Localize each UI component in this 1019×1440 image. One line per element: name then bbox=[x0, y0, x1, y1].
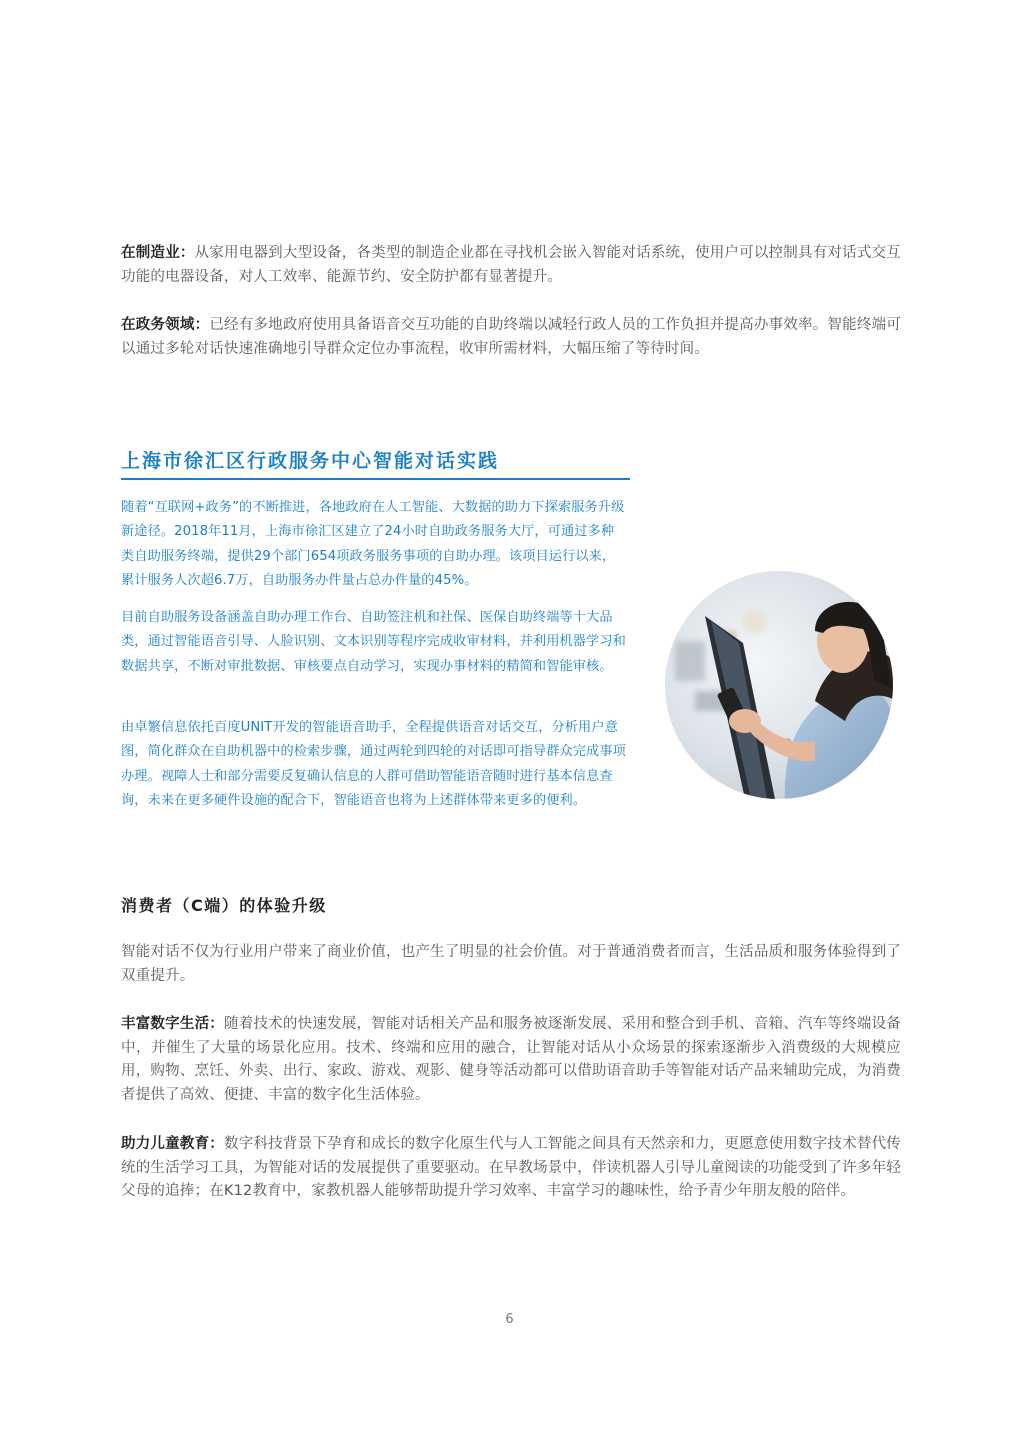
case-study-paragraph-1: 随着“互联网+政务”的不断推进，各地政府在人工智能、大数据的助力下探索服务升级新途径。2018年11月，上海市徐汇区建立了24小时自助政务服务大厅，可通过多种类自助服务终端，提供29个部门654项政务服务事项的自助办理。该项目运行以来，累计服务人次超6.7万，自助服务办件量占总办件量的45%。 bbox=[121, 500, 625, 588]
government-text: 已经有多地政府使用具备语音交互功能的自助终端以减轻行政人员的工作负担并提高办事效率。智能终端可以通过多轮对话快速准确地引导群众定位办事流程，收审所需材料，大幅压缩了等待时间。 bbox=[121, 317, 901, 357]
consumer-heading: 消费者（C端）的体验升级 bbox=[121, 896, 327, 915]
case-study-paragraph-2: 目前自助服务设备涵盖自助办理工作台、自助签注机和社保、医保自助终端等十大品类，通过智能语音引导、人脸识别、文本识别等程序完成收审材料，并利用机器学习和数据共享，不断对审批数据、审核要点自动学习，实现办事材料的精简和智能审核。 bbox=[121, 610, 626, 674]
manufacturing-paragraph bbox=[121, 242, 901, 289]
manufacturing-text: 从家用电器到大型设备，各类型的制造企业都在寻找机会嵌入智能对话系统，使用户可以控制具有对话式交互功能的电器设备，对人工效率、能源节约、安全防护都有显著提升。 bbox=[121, 245, 901, 285]
manufacturing-lead: 在制造业： bbox=[121, 245, 195, 261]
government-paragraph bbox=[121, 314, 901, 361]
case-study-title: 上海市徐汇区行政服务中心智能对话实践 bbox=[121, 448, 630, 480]
photo-illustration bbox=[665, 571, 893, 799]
digital-life-lead: 丰富数字生活： bbox=[121, 1016, 225, 1032]
child-education-paragraph bbox=[121, 1133, 901, 1204]
digital-life-text: 随着技术的快速发展，智能对话相关产品和服务被逐渐发展、采用和整合到手机、音箱、汽车等终端设备中，并催生了大量的场景化应用。技术、终端和应用的融合，让智能对话从小众场景的探索逐渐步入消费级的大规模应用，购物、烹饪、外卖、出行、家政、游戏、观影、健身等活动都可以借助语音助手等智能对话产品来辅助完成，为消费者提供了高效、便捷、丰富的数字化生活体验。 bbox=[121, 1016, 901, 1103]
digital-life-paragraph bbox=[121, 1013, 901, 1107]
case-study-paragraph-3: 由卓繁信息依托百度UNIT开发的智能语音助手，全程提供语音对话交互，分析用户意图，简化群众在自助机器中的检索步骤，通过两轮到四轮的对话即可指导群众完成事项办理。视障人士和部分需要反复确认信息的人群可借助智能语音随时进行基本信息查询，未来在更多硬件设施的配合下，智能语音也将为上述群体带来更多的便利。 bbox=[121, 720, 626, 808]
government-lead: 在政务领域： bbox=[121, 317, 210, 333]
child-education-lead: 助力儿童教育： bbox=[121, 1136, 225, 1152]
woman-using-smartphone-photo bbox=[665, 571, 893, 799]
consumer-intro: 智能对话不仅为行业用户带来了商业价值，也产生了明显的社会价值。对于普通消费者而言，生活品质和服务体验得到了双重提升。 bbox=[121, 944, 901, 984]
page-number: 6 bbox=[505, 1312, 514, 1327]
child-education-text: 数字科技背景下孕育和成长的数字化原生代与人工智能之间具有天然亲和力，更愿意使用数字技术替代传统的生活学习工具，为智能对话的发展提供了重要驱动。在早教场景中，伴读机器人引导儿童阅读的功能受到了许多年轻父母的追捧；在K12教育中，家教机器人能够帮助提升学习效率、丰富学习的趣味性，给予青少年朋友般的陪伴。 bbox=[121, 1136, 901, 1199]
